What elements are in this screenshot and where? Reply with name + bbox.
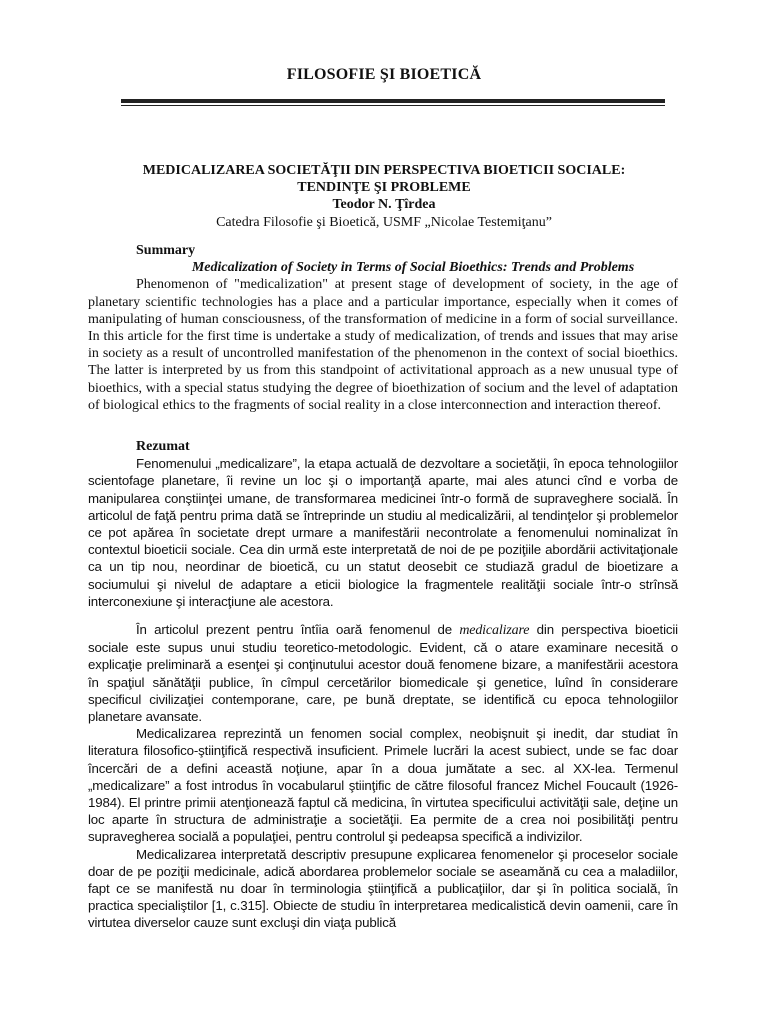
- p1-em: medicalizare: [459, 623, 530, 638]
- body-paragraph-3: Medicalizarea interpretată descriptiv presupune explicarea fenomenelor şi proceselor sociale doar de pe poziţii medicinale, adică abordarea problemelor sociale se aseamănă cu cea a maladiilor, fapt ce se manifestă nu doar în terminologia ştiinţifică a publicaţiilor, dar şi în politica socială, în practica specialiştilor [1, c.315]. Obiecte de studiu în interpretarea medicalistică devin oamenii, care în virtutea diverselor cauze sunt excluşi din viaţa publică: [88, 846, 678, 931]
- article-title-line2: TENDINŢE ŞI PROBLEME: [297, 180, 471, 195]
- body-paragraph-1: [88, 621, 678, 725]
- body-section: [88, 621, 678, 932]
- body-paragraph-2: Medicalizarea reprezintă un fenomen social complex, neobişnuit şi inedit, dar studiat în literatura filosofico-ştiinţifică respectivă insuficient. Primele lucrări la acest subiect, unde se fac doar încercări de a defini această noţiune, apar în a doua jumătate a sec. al XX-lea. Termenul „medicalizare” a fost introdus în vocabularul ştiinţific de către filosoful francez Michel Foucault (1926-1984). El printre primii atenţionează faptul că medicina, în virtutea specificului activităţii sale, deţine un loc aparte în structura de administraţie a societăţii. Ea permite de a crea noi posibilităţi pentru supravegherea socială a populaţiei, pentru controlul şi pedeapsa specifică a indivizilor.: [88, 726, 678, 845]
- rezumat-heading: Rezumat: [136, 439, 190, 454]
- summary-section: [88, 242, 678, 414]
- summary-text: Phenomenon of "medicalization" at present stage of development of society, in the age of planetary scientific technologies has a place and a particular importance, especially when it comes of manipulating of human consciousness, of the transformation of medicine in a form of social surveillance. In this article for the first time is undertake a study of medicalization, of trends and issues that may arise in society as a result of uncontrolled manifestation of the phenomenon in the context of social bioethics. The latter is interpreted by us from this standpoint of activitational approach as a new unusual type of bioethics, with a special status studying the degree of bioethization of socium and the level of adaptation of biological ethics to the fragments of social reality in a close interconnection and interaction thereof.: [88, 277, 678, 413]
- rezumat-text: Fenomenului „medicalizare”, la etapa actuală de dezvoltare a societăţii, în epoca tehnologiilor scientofage planetare, îi revine un loc şi o importanţă aparte, mai ales atunci cînd e vorba de manipularea conştiinţei umane, de transformarea medicinei într-o formă de supraveghere socială. În articolul de faţă pentru prima dată se întreprinde un studiu al medicalizării, al tendinţelor şi problemelor ce pot apărea în societate drept urmare a manifestării necontrolate a fenomenului nominalizat în contextul bioeticii sociale. Cea din urmă este interpretată de noi de pe poziţiile abordării activitaţionale ca un tip nou, neordinar de bioetică, cu un statut deosebit ce studiază gradul de bioetizare a sociumului şi nivelul de adaptare a eticii biologice la fragmentele realităţii sociale într-o strînsă interconexiune şi interacţiune ale acestora.: [88, 456, 678, 609]
- article-title-line1: MEDICALIZAREA SOCIETĂŢII DIN PERSPECTIVA BIOETICII SOCIALE:: [142, 163, 626, 178]
- p1-before: În articolul prezent pentru întîia oară fenomenul de: [136, 622, 460, 637]
- affiliation: Catedra Filosofie şi Bioetică, USMF „Nicolae Testemiţanu”: [216, 215, 552, 230]
- p1-after: din perspectiva bioeticii sociale este supus unui studiu teoretico-metodologic. Evident, că o atare examinare necesită o explicaţie preliminară a esenţei şi conţinutului acestor două fenomene bizare, a manifestării acestora în spaţiul sănătăţii publice, în cîmpul cercetărilor biomedicale şi genetice, luînd în considerare specificul civilizaţiei contemporane, care, pe bună dreptate, se identifică cu epoca tehnologiilor planetare avansate.: [88, 622, 678, 725]
- article-title: [0, 162, 768, 196]
- summary-subtitle: Medicalization of Society in Terms of Social Bioethics: Trends and Problems: [191, 260, 635, 276]
- author: Teodor N. Ţîrdea: [332, 197, 436, 212]
- journal-section-title: FILOSOFIE ŞI BIOETICĂ: [286, 66, 482, 83]
- summary-heading: Summary: [136, 243, 196, 258]
- rezumat-section: [88, 438, 678, 610]
- header-rule-thick: [121, 99, 665, 103]
- header-rule-thin: [121, 105, 665, 106]
